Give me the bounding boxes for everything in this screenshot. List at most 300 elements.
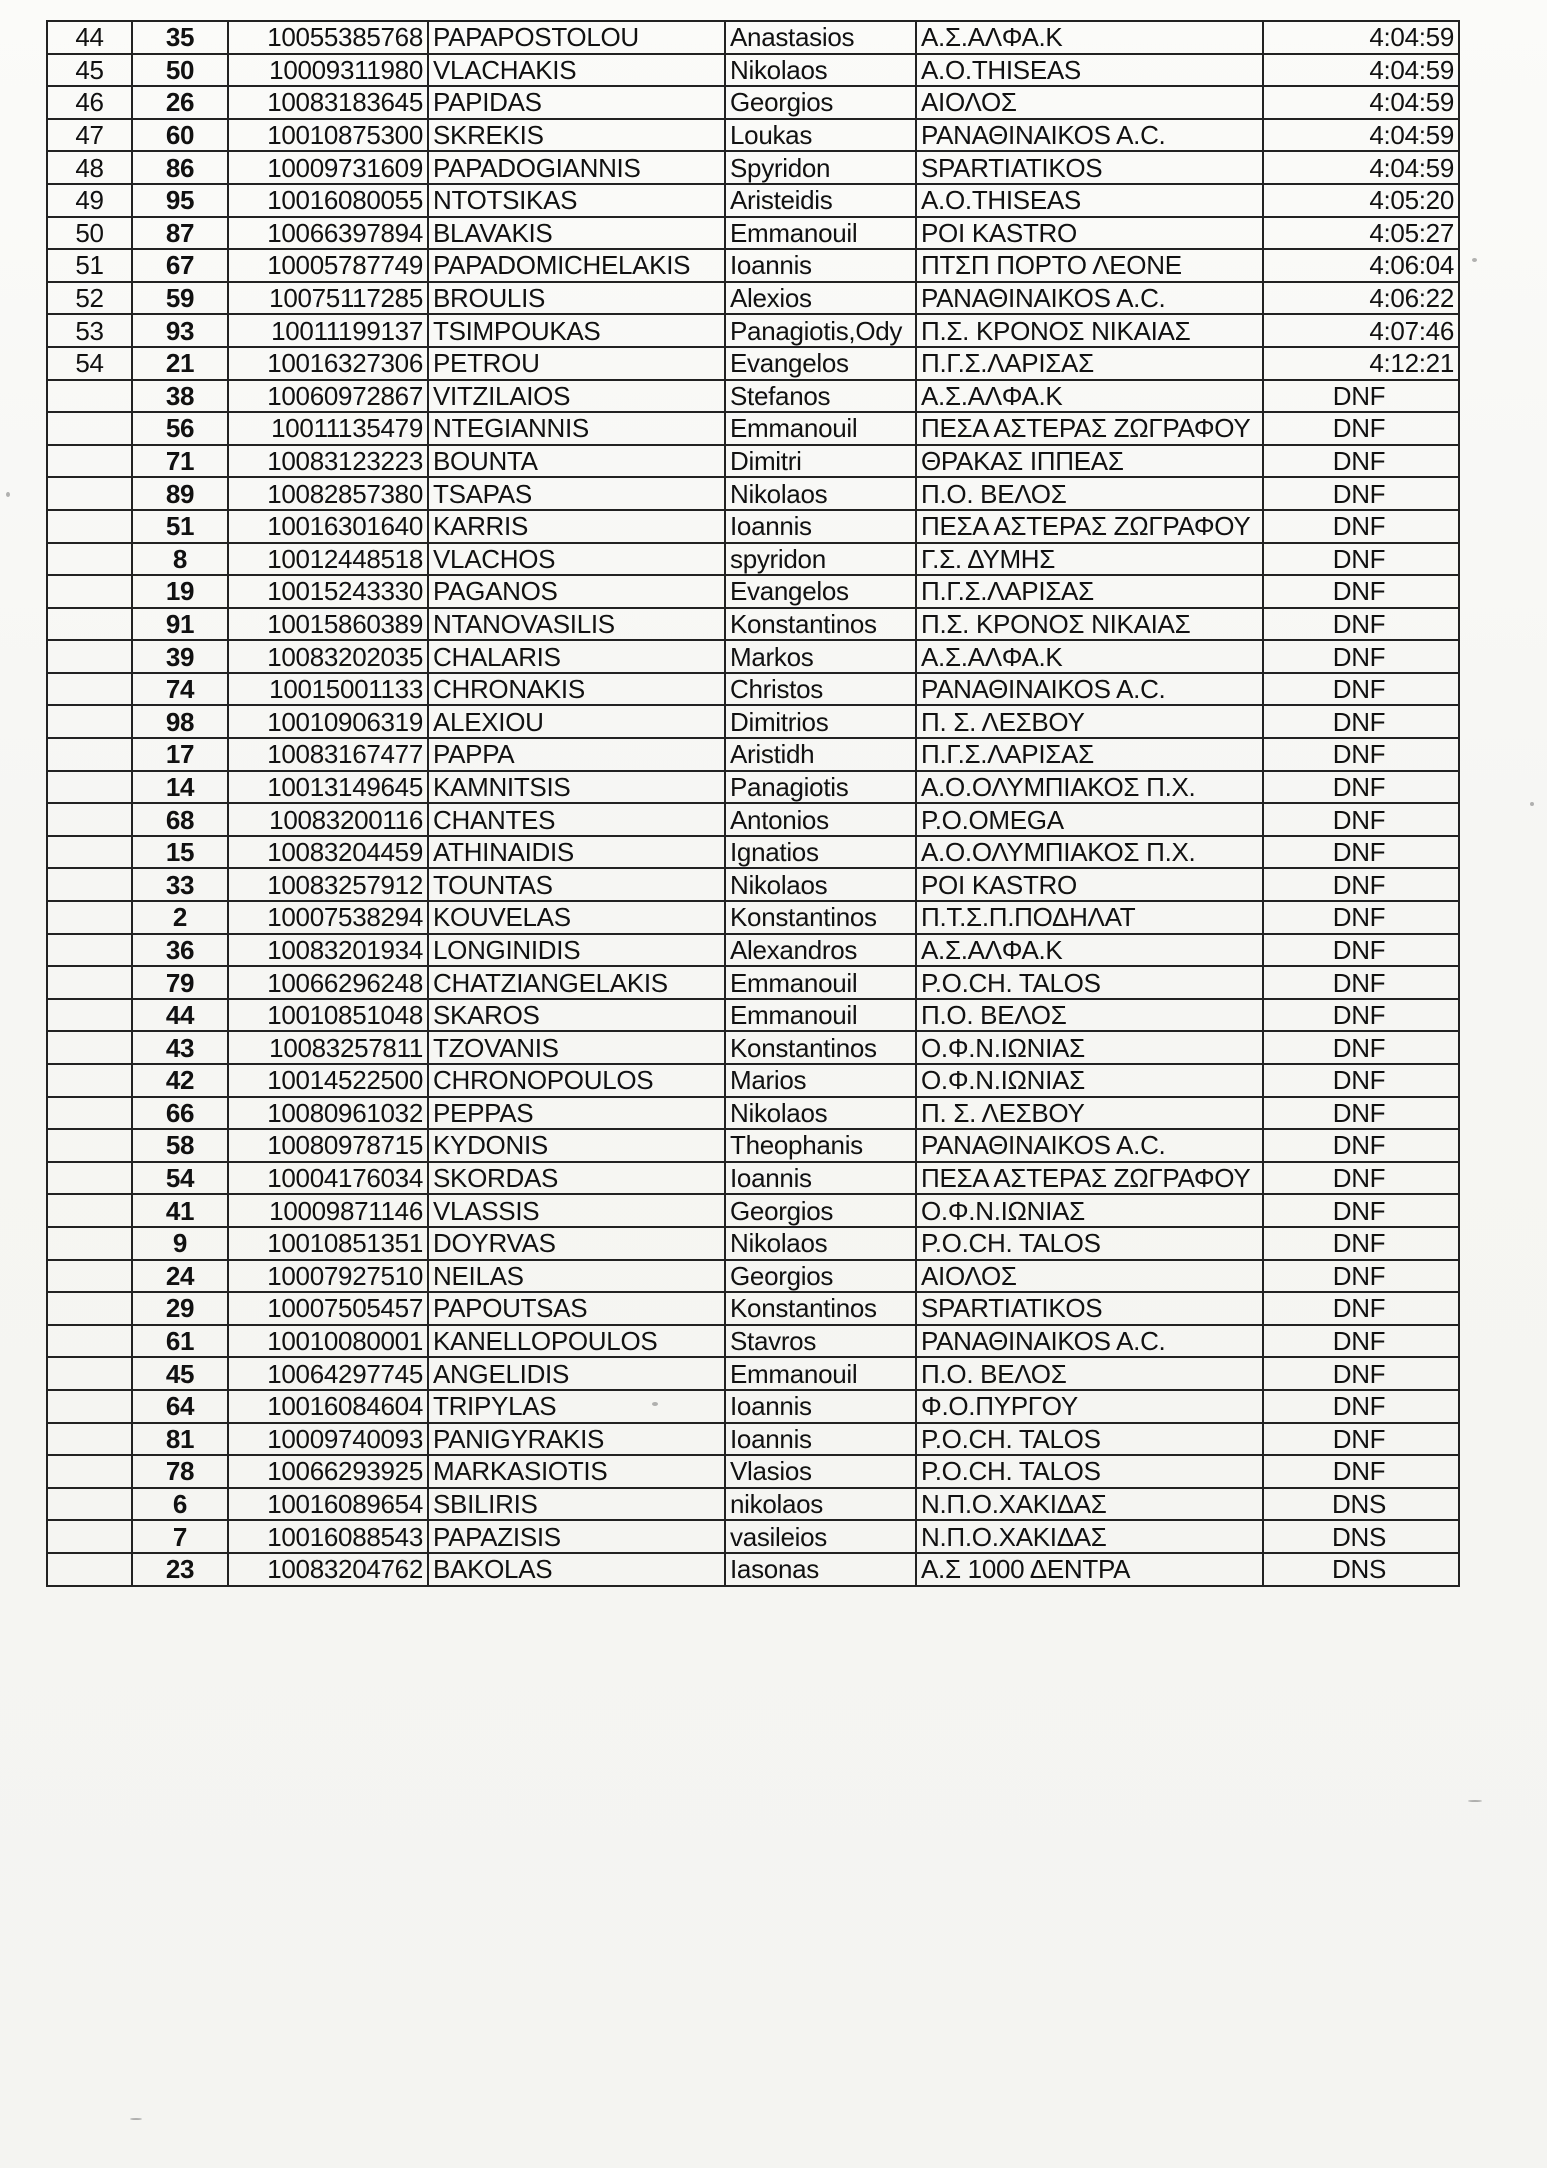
first-name-cell: Spyridon: [725, 151, 916, 184]
bib-cell: 9: [132, 1227, 228, 1260]
last-name-cell: NTANOVASILIS: [428, 608, 725, 641]
first-name-cell: Nikolaos: [725, 868, 916, 901]
uci-id-cell: 10011199137: [228, 314, 428, 347]
first-name-cell: Loukas: [725, 119, 916, 152]
club-cell: Π.Γ.Σ.ΛΑΡΙΣΑΣ: [916, 575, 1263, 608]
time-cell: DNF: [1263, 1423, 1459, 1456]
last-name-cell: NTEGIANNIS: [428, 412, 725, 445]
uci-id-cell: 10007538294: [228, 901, 428, 934]
first-name-cell: vasileios: [725, 1520, 916, 1553]
bib-cell: 64: [132, 1390, 228, 1423]
rank-cell: 51: [47, 249, 132, 282]
time-cell: DNF: [1263, 673, 1459, 706]
last-name-cell: PEPPAS: [428, 1097, 725, 1130]
bib-cell: 71: [132, 445, 228, 478]
club-cell: ΡΑΝΑΘΙΝΑΙΚΟS A.C.: [916, 119, 1263, 152]
rank-cell: [47, 1097, 132, 1130]
uci-id-cell: 10009311980: [228, 54, 428, 87]
last-name-cell: TRIPYLAS: [428, 1390, 725, 1423]
last-name-cell: TSAPAS: [428, 477, 725, 510]
rank-cell: 54: [47, 347, 132, 380]
last-name-cell: PETROU: [428, 347, 725, 380]
table-row: [47, 1227, 1459, 1260]
bib-cell: 23: [132, 1553, 228, 1586]
first-name-cell: Evangelos: [725, 575, 916, 608]
first-name-cell: Stefanos: [725, 380, 916, 413]
table-row: [47, 966, 1459, 999]
uci-id-cell: 10010906319: [228, 705, 428, 738]
uci-id-cell: 10083123223: [228, 445, 428, 478]
table-row: [47, 510, 1459, 543]
bib-cell: 36: [132, 934, 228, 967]
last-name-cell: CHRONOPOULOS: [428, 1064, 725, 1097]
uci-id-cell: 10016084604: [228, 1390, 428, 1423]
rank-cell: [47, 1553, 132, 1586]
uci-id-cell: 10007505457: [228, 1292, 428, 1325]
last-name-cell: VLACHOS: [428, 543, 725, 576]
bib-cell: 86: [132, 151, 228, 184]
uci-id-cell: 10016089654: [228, 1488, 428, 1521]
club-cell: ΡΑΝΑΘΙΝΑΙΚΟS A.C.: [916, 1129, 1263, 1162]
last-name-cell: SKREKIS: [428, 119, 725, 152]
time-cell: 4:04:59: [1263, 151, 1459, 184]
scan-speck: [1472, 258, 1477, 262]
uci-id-cell: 10066293925: [228, 1455, 428, 1488]
table-row: [47, 347, 1459, 380]
rank-cell: [47, 640, 132, 673]
rank-cell: [47, 771, 132, 804]
rank-cell: 50: [47, 217, 132, 250]
time-cell: DNF: [1263, 1064, 1459, 1097]
rank-cell: [47, 1031, 132, 1064]
uci-id-cell: 10083183645: [228, 86, 428, 119]
club-cell: Α.Σ.ΑΛΦΑ.Κ: [916, 380, 1263, 413]
bib-cell: 41: [132, 1194, 228, 1227]
time-cell: 4:12:21: [1263, 347, 1459, 380]
uci-id-cell: 10009871146: [228, 1194, 428, 1227]
rank-cell: [47, 380, 132, 413]
rank-cell: [47, 1357, 132, 1390]
last-name-cell: PAPAZISIS: [428, 1520, 725, 1553]
table-row: [47, 54, 1459, 87]
table-row: [47, 934, 1459, 967]
table-row: [47, 445, 1459, 478]
rank-cell: [47, 999, 132, 1032]
rank-cell: [47, 966, 132, 999]
bib-cell: 74: [132, 673, 228, 706]
bib-cell: 38: [132, 380, 228, 413]
club-cell: Π.Ο. ΒΕΛΟΣ: [916, 999, 1263, 1032]
rank-cell: [47, 1325, 132, 1358]
club-cell: Π.Τ.Σ.Π.ΠΟΔΗΛΑΤ: [916, 901, 1263, 934]
table-row: [47, 412, 1459, 445]
first-name-cell: Emmanouil: [725, 999, 916, 1032]
rank-cell: [47, 1455, 132, 1488]
table-row: [47, 1390, 1459, 1423]
uci-id-cell: 10004176034: [228, 1162, 428, 1195]
bib-cell: 17: [132, 738, 228, 771]
table-row: [47, 1325, 1459, 1358]
first-name-cell: Nikolaos: [725, 1097, 916, 1130]
bib-cell: 56: [132, 412, 228, 445]
scan-speck: [1530, 802, 1534, 806]
bib-cell: 58: [132, 1129, 228, 1162]
time-cell: DNF: [1263, 477, 1459, 510]
uci-id-cell: 10016080055: [228, 184, 428, 217]
first-name-cell: Emmanouil: [725, 217, 916, 250]
table-row: [47, 1129, 1459, 1162]
table-row: [47, 151, 1459, 184]
club-cell: Ρ.Ο.CH. TALOS: [916, 1423, 1263, 1456]
time-cell: DNS: [1263, 1553, 1459, 1586]
table-row: [47, 1260, 1459, 1293]
first-name-cell: Emmanouil: [725, 966, 916, 999]
rank-cell: 53: [47, 314, 132, 347]
club-cell: Α.Σ.ΑΛΦΑ.Κ: [916, 21, 1263, 54]
time-cell: 4:07:46: [1263, 314, 1459, 347]
time-cell: DNF: [1263, 1292, 1459, 1325]
table-row: [47, 1357, 1459, 1390]
table-row: [47, 380, 1459, 413]
club-cell: Α.Σ.ΑΛΦΑ.Κ: [916, 640, 1263, 673]
club-cell: Α.Ο.THISEAS: [916, 184, 1263, 217]
club-cell: Ο.Φ.Ν.ΙΩΝΙΑΣ: [916, 1194, 1263, 1227]
rank-cell: [47, 836, 132, 869]
table-row: [47, 803, 1459, 836]
club-cell: Ρ.Ο.CH. TALOS: [916, 1455, 1263, 1488]
rank-cell: [47, 445, 132, 478]
rank-cell: 45: [47, 54, 132, 87]
rank-cell: [47, 510, 132, 543]
table-row: [47, 1488, 1459, 1521]
table-row: [47, 1553, 1459, 1586]
last-name-cell: CHALARIS: [428, 640, 725, 673]
bib-cell: 29: [132, 1292, 228, 1325]
table-row: [47, 1097, 1459, 1130]
last-name-cell: KAMNITSIS: [428, 771, 725, 804]
time-cell: DNF: [1263, 1097, 1459, 1130]
time-cell: DNS: [1263, 1488, 1459, 1521]
rank-cell: [47, 738, 132, 771]
bib-cell: 59: [132, 282, 228, 315]
uci-id-cell: 10080978715: [228, 1129, 428, 1162]
uci-id-cell: 10012448518: [228, 543, 428, 576]
time-cell: DNF: [1263, 1325, 1459, 1358]
club-cell: Π.Ο. ΒΕΛΟΣ: [916, 477, 1263, 510]
uci-id-cell: 10013149645: [228, 771, 428, 804]
club-cell: Π.Γ.Σ.ΛΑΡΙΣΑΣ: [916, 738, 1263, 771]
first-name-cell: Dimitrios: [725, 705, 916, 738]
rank-cell: 47: [47, 119, 132, 152]
bib-cell: 35: [132, 21, 228, 54]
bib-cell: 24: [132, 1260, 228, 1293]
time-cell: DNF: [1263, 510, 1459, 543]
first-name-cell: Iasonas: [725, 1553, 916, 1586]
club-cell: Ο.Φ.Ν.ΙΩΝΙΑΣ: [916, 1031, 1263, 1064]
time-cell: DNF: [1263, 445, 1459, 478]
first-name-cell: Emmanouil: [725, 1357, 916, 1390]
club-cell: ΠΤΣΠ ΠΟΡΤΟ ΛΕΟΝΕ: [916, 249, 1263, 282]
last-name-cell: VLACHAKIS: [428, 54, 725, 87]
bib-cell: 15: [132, 836, 228, 869]
rank-cell: [47, 608, 132, 641]
last-name-cell: KOUVELAS: [428, 901, 725, 934]
time-cell: DNF: [1263, 1227, 1459, 1260]
last-name-cell: VLASSIS: [428, 1194, 725, 1227]
rank-cell: [47, 1260, 132, 1293]
time-cell: DNF: [1263, 934, 1459, 967]
time-cell: 4:05:27: [1263, 217, 1459, 250]
club-cell: Π. Σ. ΛΕΣΒΟΥ: [916, 1097, 1263, 1130]
last-name-cell: PANIGYRAKIS: [428, 1423, 725, 1456]
uci-id-cell: 10010851351: [228, 1227, 428, 1260]
uci-id-cell: 10009740093: [228, 1423, 428, 1456]
club-cell: ΡΟΙ KASTRO: [916, 217, 1263, 250]
last-name-cell: SKAROS: [428, 999, 725, 1032]
club-cell: ΠΕΣΑ ΑΣΤΕΡΑΣ ΖΩΓΡΑΦΟΥ: [916, 412, 1263, 445]
club-cell: Ρ.Ο.CH. TALOS: [916, 1227, 1263, 1260]
club-cell: SPARTIATIKOS: [916, 151, 1263, 184]
table-row: [47, 640, 1459, 673]
bib-cell: 79: [132, 966, 228, 999]
rank-cell: [47, 412, 132, 445]
rank-cell: [47, 1227, 132, 1260]
last-name-cell: KARRIS: [428, 510, 725, 543]
bib-cell: 87: [132, 217, 228, 250]
time-cell: DNF: [1263, 966, 1459, 999]
first-name-cell: Konstantinos: [725, 1292, 916, 1325]
last-name-cell: PAPADOGIANNIS: [428, 151, 725, 184]
first-name-cell: Alexandros: [725, 934, 916, 967]
uci-id-cell: 10060972867: [228, 380, 428, 413]
time-cell: DNF: [1263, 412, 1459, 445]
first-name-cell: Aristeidis: [725, 184, 916, 217]
last-name-cell: CHRONAKIS: [428, 673, 725, 706]
table-row: [47, 1162, 1459, 1195]
rank-cell: [47, 1129, 132, 1162]
uci-id-cell: 10015860389: [228, 608, 428, 641]
table-row: [47, 836, 1459, 869]
time-cell: DNF: [1263, 999, 1459, 1032]
first-name-cell: Ioannis: [725, 1162, 916, 1195]
last-name-cell: PAPAPOSTOLOU: [428, 21, 725, 54]
bib-cell: 78: [132, 1455, 228, 1488]
bib-cell: 91: [132, 608, 228, 641]
rank-cell: 52: [47, 282, 132, 315]
uci-id-cell: 10083257811: [228, 1031, 428, 1064]
bib-cell: 6: [132, 1488, 228, 1521]
bib-cell: 2: [132, 901, 228, 934]
first-name-cell: Ioannis: [725, 249, 916, 282]
rank-cell: [47, 1423, 132, 1456]
uci-id-cell: 10005787749: [228, 249, 428, 282]
last-name-cell: NTOTSIKAS: [428, 184, 725, 217]
rank-cell: [47, 803, 132, 836]
table-row: [47, 673, 1459, 706]
table-row: [47, 119, 1459, 152]
bib-cell: 50: [132, 54, 228, 87]
first-name-cell: Dimitri: [725, 445, 916, 478]
bib-cell: 60: [132, 119, 228, 152]
club-cell: Π.Σ. ΚΡΟΝΟΣ ΝΙΚΑΙΑΣ: [916, 608, 1263, 641]
bib-cell: 67: [132, 249, 228, 282]
time-cell: DNF: [1263, 901, 1459, 934]
bib-cell: 93: [132, 314, 228, 347]
scan-speck: [1468, 1800, 1482, 1802]
first-name-cell: Marios: [725, 1064, 916, 1097]
time-cell: 4:06:04: [1263, 249, 1459, 282]
table-row: [47, 575, 1459, 608]
table-row: [47, 608, 1459, 641]
table-row: [47, 1064, 1459, 1097]
first-name-cell: Theophanis: [725, 1129, 916, 1162]
uci-id-cell: 10083204762: [228, 1553, 428, 1586]
rank-cell: [47, 673, 132, 706]
table-row: [47, 1423, 1459, 1456]
table-row: [47, 1455, 1459, 1488]
uci-id-cell: 10082857380: [228, 477, 428, 510]
time-cell: 4:05:20: [1263, 184, 1459, 217]
uci-id-cell: 10083202035: [228, 640, 428, 673]
rank-cell: [47, 1520, 132, 1553]
rank-cell: 46: [47, 86, 132, 119]
first-name-cell: Georgios: [725, 1194, 916, 1227]
uci-id-cell: 10007927510: [228, 1260, 428, 1293]
last-name-cell: KANELLOPOULOS: [428, 1325, 725, 1358]
first-name-cell: Konstantinos: [725, 901, 916, 934]
last-name-cell: NEILAS: [428, 1260, 725, 1293]
uci-id-cell: 10010875300: [228, 119, 428, 152]
first-name-cell: Konstantinos: [725, 608, 916, 641]
first-name-cell: nikolaos: [725, 1488, 916, 1521]
last-name-cell: PAPOUTSAS: [428, 1292, 725, 1325]
uci-id-cell: 10083200116: [228, 803, 428, 836]
time-cell: DNF: [1263, 705, 1459, 738]
uci-id-cell: 10066397894: [228, 217, 428, 250]
last-name-cell: VITZILAIOS: [428, 380, 725, 413]
uci-id-cell: 10016301640: [228, 510, 428, 543]
results-table: [46, 20, 1460, 1587]
uci-id-cell: 10015001133: [228, 673, 428, 706]
last-name-cell: LONGINIDIS: [428, 934, 725, 967]
rank-cell: [47, 1162, 132, 1195]
last-name-cell: BROULIS: [428, 282, 725, 315]
rank-cell: [47, 934, 132, 967]
time-cell: DNF: [1263, 640, 1459, 673]
uci-id-cell: 10083167477: [228, 738, 428, 771]
first-name-cell: Aristidh: [725, 738, 916, 771]
uci-id-cell: 10011135479: [228, 412, 428, 445]
last-name-cell: TSIMPOUKAS: [428, 314, 725, 347]
last-name-cell: DOYRVAS: [428, 1227, 725, 1260]
time-cell: DNF: [1263, 1357, 1459, 1390]
club-cell: ΡΑΝΑΘΙΝΑΙΚΟS A.C.: [916, 282, 1263, 315]
last-name-cell: MARKASIOTIS: [428, 1455, 725, 1488]
table-row: [47, 477, 1459, 510]
first-name-cell: Georgios: [725, 1260, 916, 1293]
uci-id-cell: 10016327306: [228, 347, 428, 380]
last-name-cell: PAPPA: [428, 738, 725, 771]
uci-id-cell: 10083257912: [228, 868, 428, 901]
uci-id-cell: 10055385768: [228, 21, 428, 54]
time-cell: DNF: [1263, 868, 1459, 901]
club-cell: Α.Ο.ΟΛΥΜΠΙΑΚΟΣ Π.Χ.: [916, 771, 1263, 804]
last-name-cell: SKORDAS: [428, 1162, 725, 1195]
table-row: [47, 21, 1459, 54]
last-name-cell: KYDONIS: [428, 1129, 725, 1162]
rank-cell: [47, 705, 132, 738]
bib-cell: 66: [132, 1097, 228, 1130]
bib-cell: 98: [132, 705, 228, 738]
bib-cell: 89: [132, 477, 228, 510]
bib-cell: 51: [132, 510, 228, 543]
rank-cell: 44: [47, 21, 132, 54]
first-name-cell: Ioannis: [725, 1390, 916, 1423]
club-cell: Α.Σ.ΑΛΦΑ.Κ: [916, 934, 1263, 967]
last-name-cell: PAPADOMICHELAKIS: [428, 249, 725, 282]
bib-cell: 81: [132, 1423, 228, 1456]
last-name-cell: BLAVAKIS: [428, 217, 725, 250]
rank-cell: [47, 1194, 132, 1227]
table-row: [47, 249, 1459, 282]
table-row: [47, 184, 1459, 217]
bib-cell: 26: [132, 86, 228, 119]
first-name-cell: Alexios: [725, 282, 916, 315]
time-cell: DNF: [1263, 380, 1459, 413]
time-cell: 4:04:59: [1263, 21, 1459, 54]
table-row: [47, 1520, 1459, 1553]
time-cell: DNF: [1263, 1390, 1459, 1423]
scan-speck: [6, 492, 10, 497]
club-cell: SPARTIATIKOS: [916, 1292, 1263, 1325]
first-name-cell: Christos: [725, 673, 916, 706]
time-cell: DNF: [1263, 771, 1459, 804]
table-row: [47, 1292, 1459, 1325]
scan-speck: [652, 1402, 658, 1406]
club-cell: Ο.Φ.Ν.ΙΩΝΙΑΣ: [916, 1064, 1263, 1097]
club-cell: Φ.Ο.ΠΥΡΓΟΥ: [916, 1390, 1263, 1423]
last-name-cell: SBILIRIS: [428, 1488, 725, 1521]
table-row: [47, 314, 1459, 347]
time-cell: DNF: [1263, 803, 1459, 836]
bib-cell: 19: [132, 575, 228, 608]
club-cell: ΠΕΣΑ ΑΣΤΕΡΑΣ ΖΩΓΡΑΦΟΥ: [916, 510, 1263, 543]
table-row: [47, 901, 1459, 934]
club-cell: ΑΙΟΛΟΣ: [916, 86, 1263, 119]
last-name-cell: CHANTES: [428, 803, 725, 836]
table-row: [47, 705, 1459, 738]
last-name-cell: BOUNTA: [428, 445, 725, 478]
club-cell: Ρ.Ο.CH. TALOS: [916, 966, 1263, 999]
bib-cell: 43: [132, 1031, 228, 1064]
rank-cell: 48: [47, 151, 132, 184]
bib-cell: 54: [132, 1162, 228, 1195]
first-name-cell: Ignatios: [725, 836, 916, 869]
first-name-cell: Panagiotis,Ody: [725, 314, 916, 347]
table-row: [47, 217, 1459, 250]
bib-cell: 21: [132, 347, 228, 380]
uci-id-cell: 10075117285: [228, 282, 428, 315]
club-cell: Π.Σ. ΚΡΟΝΟΣ ΝΙΚΑΙΑΣ: [916, 314, 1263, 347]
first-name-cell: Konstantinos: [725, 1031, 916, 1064]
table-row: [47, 868, 1459, 901]
time-cell: DNF: [1263, 1162, 1459, 1195]
first-name-cell: Nikolaos: [725, 1227, 916, 1260]
first-name-cell: Markos: [725, 640, 916, 673]
rank-cell: [47, 575, 132, 608]
club-cell: Α.Ο.THISEAS: [916, 54, 1263, 87]
table-row: [47, 738, 1459, 771]
